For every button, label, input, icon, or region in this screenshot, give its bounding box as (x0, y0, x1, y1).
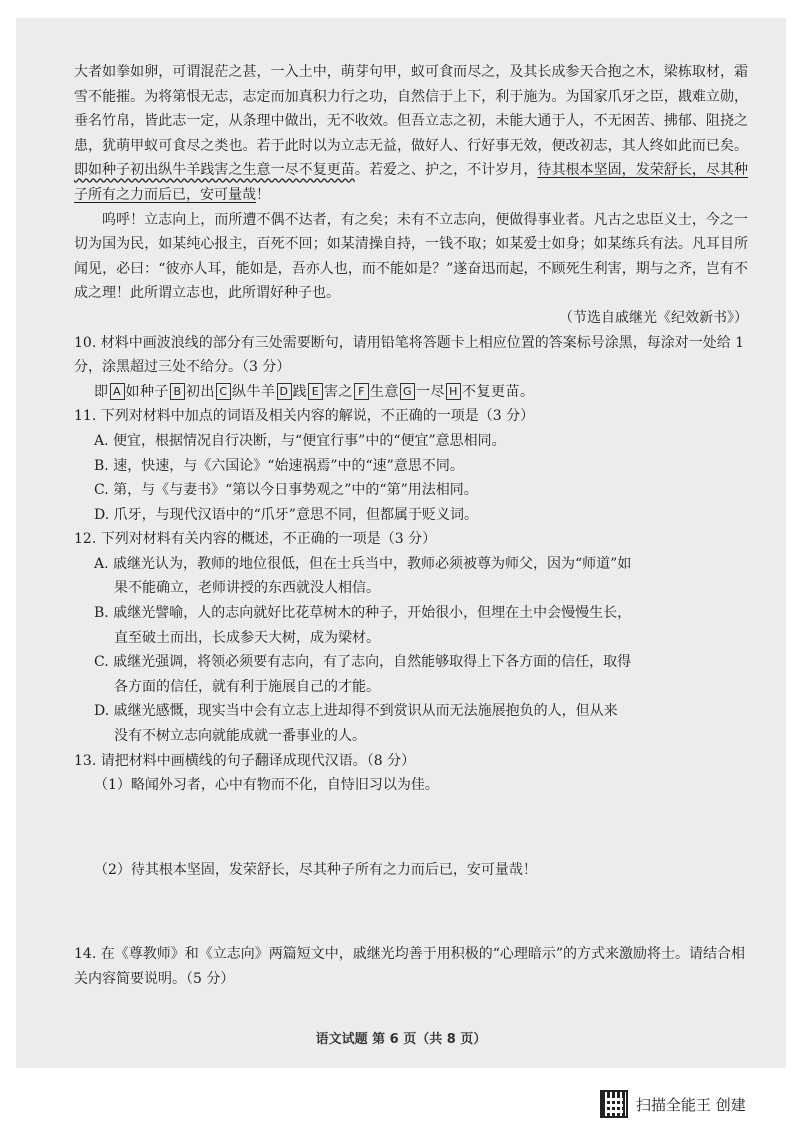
answer-space-13-1 (74, 798, 748, 858)
answer-space-13-2 (74, 882, 748, 942)
question-14-stem: 14. 在《尊教师》和《立志向》两篇短文中，戚继光均善于用积极的“心理暗示”的方式来激励将士。请结合相关内容简要说明。（5 分） (74, 946, 746, 987)
question-12-option-a-cont: 果不能确立，老师讲授的东西就没人相信。 (114, 580, 380, 597)
answer-box-h[interactable]: H (446, 383, 461, 400)
answer-box-a[interactable]: A (110, 383, 125, 400)
answer-box-g[interactable]: G (400, 383, 415, 400)
question-11-option-c: C. 第，与《与妻书》“第以今日事势观之”中的“第”用法相同。 (94, 482, 478, 499)
question-12-stem: 12. 下列对材料有关内容的概述，不正确的一项是（3 分） (74, 531, 437, 548)
answer-box-b[interactable]: B (170, 383, 185, 400)
answer-box-c[interactable]: C (216, 383, 231, 400)
exam-content (74, 60, 748, 992)
question-10-segmentation: 即 A 如种子 B 初出 C 纵牛羊 D 践 E 害之 F 生意 G 一尽 H 不复更苗。 (94, 383, 535, 400)
answer-box-f[interactable]: F (354, 383, 369, 400)
question-12-option-b-cont: 直至破土而出，长成参天大树，成为梁材。 (114, 629, 380, 646)
scanner-brand-label: 扫描全能王 创建 (636, 1095, 746, 1114)
question-11-option-a: A. 便宜，根据情况自行决断，与“便宜行事”中的“便宜”意思相同。 (94, 432, 506, 449)
exam-page (16, 18, 786, 1068)
passage-paragraph-2: 呜呼！立志向上，而所遭不偶不达者，有之矣；未有不立志向，便做得事业者。凡古之忠臣义士，今之一切为国为民，如某纯心报主，百死不回；如某清操自持，一钱不取；如某爱士如身；如某练兵有法。凡耳目所闻见，必曰：“彼亦人耳，能如是，吾亦人也，而不能如是？”遂奋迅而起，不顾死生利害，期与之齐，岂有不成之理！此所谓立志也，此所谓好种子也。 (74, 211, 748, 302)
question-13-stem: 13. 请把材料中画横线的句子翻译成现代汉语。（8 分） (74, 752, 416, 769)
question-13-sentence-1: （1）略闻外习者，心中有物而不化，自恃旧习以为佳。 (94, 777, 439, 794)
question-12-option-d-cont: 没有不树立志向就能成就一番事业的人。 (114, 728, 366, 745)
question-12-option-d: D. 戚继光感慨，现实当中会有立志上进却得不到赏识从而无法施展抱负的人，但从来 (94, 703, 618, 720)
question-11-option-b: B. 速，快速，与《六国论》“始速祸焉”中的“速”意思不同。 (94, 457, 464, 474)
question-10-stem: 10. 材料中画波浪线的部分有三处需要断句，请用铅笔将答题卡上相应位置的答案标号涂黑，每涂对一处给 1 分，涂黑超过三处不给分。（3 分） (74, 334, 745, 376)
answer-box-e[interactable]: E (308, 383, 323, 400)
qr-code-icon (600, 1090, 628, 1118)
page-footer: 语文试题 第 6 页（共 8 页） (315, 1032, 487, 1047)
question-12-option-c: C. 戚继光强调，将领必须要有志向，有了志向，自然能够取得上下各方面的信任，取得 (94, 654, 632, 671)
passage-paragraph-1: 大者如拳如卵，可谓混茫之甚，一入土中，萌芽句甲，蚁可食而尽之，及其长成参天合抱之木，梁栋取材，霜雪不能摧。为将第恨无志，志定而加真积力行之功，自然信于上下，利于施为。为国家爪牙之臣，戡难立勋，垂名竹帛，皆此志一定，从条理中做出，无不收效。但吾立志之初，未能大通于人，不无困苦、拂郁、阻挠之患，犹萌甲蚁可食尽之类也。若于此时以为立志无益，做好人、行好事无效，便改初志，其人终如此而已矣。即如种子初出纵牛羊践害之生意一尽不复更苗。若爱之、护之，不计岁月，待其根本坚固，发荣舒长，尽其种子所有之力而后已，安可量哉！ (74, 64, 749, 203)
question-12-option-b: B. 戚继光譬喻，人的志向就好比花草树木的种子，开始很小，但埋在土中会慢慢生长， (94, 605, 632, 622)
question-13-sentence-2: （2）待其根本坚固，发荣舒长，尽其种子所有之力而后已，安可量哉！ (94, 861, 537, 878)
underlined-sentence: 待其根本坚固，发荣舒长，尽其种子所有之力而后已，安可量哉 (74, 162, 749, 203)
scanner-watermark (600, 1088, 746, 1120)
question-11-stem: 11. 下列对材料中加点的词语及相关内容的解说，不正确的一项是（3 分） (74, 408, 535, 425)
answer-box-d[interactable]: D (277, 383, 292, 400)
question-11-option-d: D. 爪牙，与现代汉语中的“爪牙”意思不同，但都属于贬义词。 (94, 506, 478, 523)
passage-source: （节选自戚继光《纪效新书》） (559, 309, 748, 326)
question-12-option-c-cont: 各方面的信任，就有利于施展自己的才能。 (114, 678, 380, 695)
wavy-underlined-sentence: 即如种子初出纵牛羊践害之生意一尽不复更苗 (74, 162, 355, 179)
question-12-option-a: A. 戚继光认为，教师的地位很低，但在士兵当中，教师必须被尊为师父，因为“师道”如 (94, 555, 632, 572)
